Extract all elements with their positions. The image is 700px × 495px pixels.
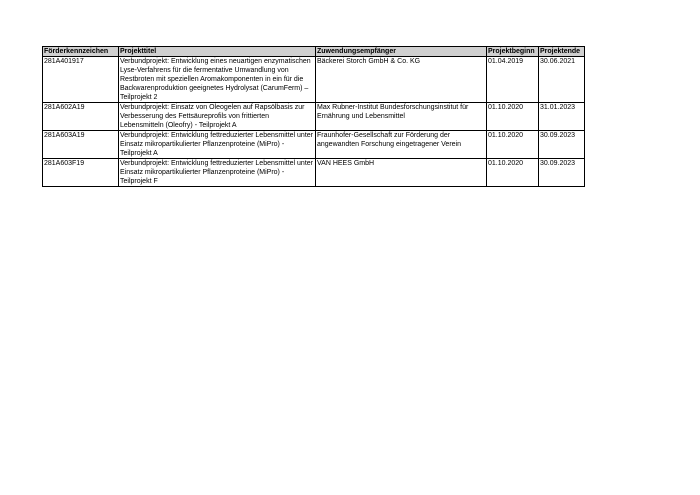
funding-projects-table [42,46,585,187]
cell-start: 01.04.2019 [487,57,539,103]
cell-id: 281A602A19 [43,103,119,131]
header-projektbeginn: Projektbeginn [487,47,539,57]
cell-end: 30.06.2021 [539,57,585,103]
cell-end: 30.09.2023 [539,131,585,159]
table-row [43,57,585,103]
cell-id: 281A401917 [43,57,119,103]
cell-recipient: Max Rubner-Institut Bundesforschungsinstitut für Ernährung und Lebensmittel [316,103,487,131]
table-header-row [43,47,585,57]
cell-title: Verbundprojekt: Entwicklung fettreduzierter Lebensmittel unter Einsatz mikropartikulierter Pflanzenproteine (MiPro) - Teilprojekt F [119,159,316,187]
table-row [43,159,585,187]
header-projektende: Projektende [539,47,585,57]
cell-recipient: Fraunhofer-Gesellschaft zur Förderung der angewandten Forschung eingetragener Verein [316,131,487,159]
cell-id: 281A603A19 [43,131,119,159]
cell-recipient: VAN HEES GmbH [316,159,487,187]
table-row [43,131,585,159]
header-zuwendungsempfaenger: Zuwendungsempfänger [316,47,487,57]
cell-start: 01.10.2020 [487,131,539,159]
cell-id: 281A603F19 [43,159,119,187]
cell-end: 30.09.2023 [539,159,585,187]
funding-table-sheet [42,46,585,187]
cell-start: 01.10.2020 [487,159,539,187]
header-foerderkennzeichen: Förderkennzeichen [43,47,119,57]
header-projekttitel: Projekttitel [119,47,316,57]
cell-end: 31.01.2023 [539,103,585,131]
cell-start: 01.10.2020 [487,103,539,131]
cell-title: Verbundprojekt: Entwicklung fettreduzierter Lebensmittel unter Einsatz mikropartikulierter Pflanzenproteine (MiPro) - Teilprojekt A [119,131,316,159]
table-row [43,103,585,131]
cell-title: Verbundprojekt: Entwicklung eines neuartigen enzymatischen Lyse-Verfahrens für die fermentative Umwandlung von Restbroten mit speziellen Aromakomponenten in ein für die Backwarenproduktion geeignetes Hydrolysat (CarumFerm) – Teilprojekt 2 [119,57,316,103]
cell-title: Verbundprojekt: Einsatz von Oleogelen auf Rapsölbasis zur Verbesserung des Fettsäureprofils von frittierten Lebensmitteln (Oleofry) - Teilprojekt A [119,103,316,131]
cell-recipient: Bäckerei Storch GmbH & Co. KG [316,57,487,103]
